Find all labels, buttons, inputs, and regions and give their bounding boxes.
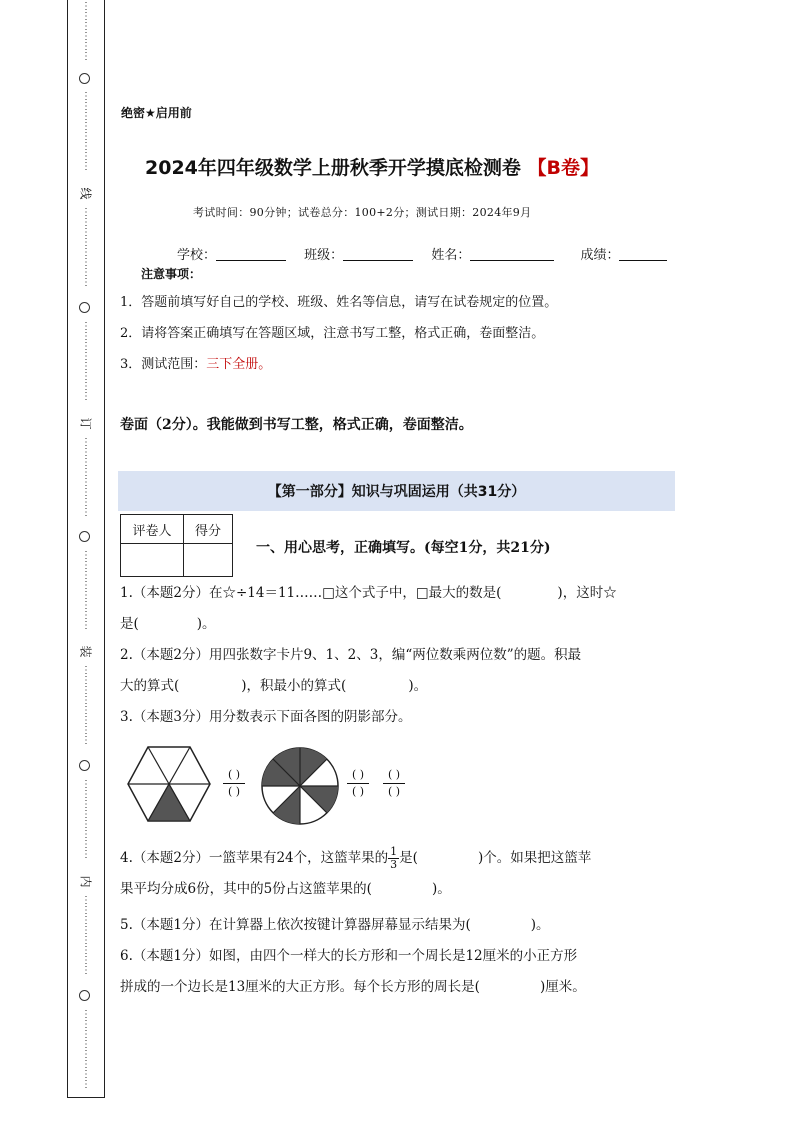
notice-item: 1．答题前填写好自己的学校、班级、姓名等信息，请写在试卷规定的位置。: [120, 295, 558, 310]
question-5: [120, 910, 676, 941]
notice-item3-prefix: 3．测试范围：: [120, 357, 207, 372]
binding-hole: [79, 302, 90, 313]
question-2: [120, 640, 676, 702]
binding-hole: [79, 760, 90, 771]
hexagon-figure: [126, 745, 212, 823]
q1-text: 1.（本题2分）在☆÷14＝11……□这个式子中，□最大的数是(: [120, 585, 502, 601]
grader-header: 评卷人: [121, 515, 184, 544]
part1-title: 【第一部分】知识与巩固运用（共31分）: [267, 484, 526, 500]
score-label: 成绩：: [580, 248, 620, 263]
class-field[interactable]: [343, 248, 413, 261]
q2-text: 大的算式(: [120, 678, 180, 694]
binding-hole: [79, 73, 90, 84]
q1-text: 是(: [120, 616, 139, 632]
class-label: 班级：: [304, 248, 344, 263]
circle-figure: [260, 746, 340, 826]
dotted-line: ⋮ ⋮ ⋮ ⋮ ⋮ ⋮ ⋮ ⋮: [81, 207, 91, 288]
question-6: [120, 941, 676, 1003]
binding-char-zhuang: 装: [78, 645, 93, 658]
school-label: 学校：: [177, 248, 217, 263]
q4-text: )。: [431, 881, 451, 897]
notice-item: 2．请将答案正确填写在答题区域，注意书写工整，格式正确，卷面整洁。: [120, 326, 545, 341]
q2-text: 2.（本题2分）用四张数字卡片9、1、2、3，编“两位数乘两位数”的题。积最: [120, 647, 582, 663]
notice-item3-suffix: 。: [258, 357, 272, 372]
part1-banner: [118, 471, 675, 511]
binding-char-xian: 线: [78, 187, 93, 200]
title-tag: 【B卷】: [527, 157, 599, 179]
binding-margin: [67, 0, 105, 1098]
name-label: 姓名：: [431, 248, 471, 263]
neatness-statement: 卷面（2分）。我能做到书写工整，格式正确，卷面整洁。: [120, 417, 473, 433]
question-4: [120, 843, 676, 905]
q5-text: )。: [530, 917, 550, 933]
score-field[interactable]: [619, 248, 667, 261]
confidential-label: 绝密★启用前: [121, 106, 192, 120]
score-header: 得分: [184, 515, 233, 544]
binding-hole: [79, 531, 90, 542]
one-third-fraction: $\frac{1}{3}$: [390, 845, 398, 871]
dotted-line: ⋮ ⋮ ⋮ ⋮ ⋮ ⋮: [81, 1, 91, 62]
test-range: 三下全册: [206, 357, 259, 372]
q4-text: 果平均分成6份，其中的5份占这篮苹果的(: [120, 881, 372, 897]
score-cell[interactable]: [184, 544, 233, 577]
page-title: [145, 153, 599, 180]
q4-text: )个。如果把这篮苹: [477, 850, 592, 866]
dotted-line: ⋮ ⋮ ⋮ ⋮ ⋮ ⋮ ⋮ ⋮: [81, 665, 91, 746]
dotted-line: ⋮ ⋮ ⋮ ⋮ ⋮ ⋮ ⋮ ⋮: [81, 91, 91, 172]
grader-cell[interactable]: [121, 544, 184, 577]
hexagon-fraction-blank[interactable]: ( ) ( ): [223, 767, 245, 800]
dotted-line: ⋮ ⋮ ⋮ ⋮ ⋮ ⋮ ⋮ ⋮: [81, 550, 91, 631]
binding-char-ding: 订: [78, 417, 93, 430]
notice-item: [120, 353, 271, 372]
q6-text: 6.（本题1分）如图，由四个一样大的长方形和一个周长是12厘米的小正方形: [120, 948, 578, 964]
circle-fraction-blank-2[interactable]: ( ) ( ): [383, 767, 405, 800]
q2-text: )。: [408, 678, 428, 694]
dotted-line: ⋮ ⋮ ⋮ ⋮ ⋮ ⋮ ⋮ ⋮: [81, 437, 91, 518]
exam-meta: 考试时间：90分钟；试卷总分：100+2分；测试日期：2024年9月: [193, 206, 532, 219]
q1-text: )，这时☆: [557, 585, 617, 601]
binding-char-nei: 内: [78, 875, 93, 888]
q4-text: 4.（本题2分）一篮苹果有24个，这篮苹果的: [120, 850, 389, 866]
notice-heading: 注意事项：: [141, 267, 202, 281]
dotted-line: ⋮ ⋮ ⋮ ⋮ ⋮ ⋮ ⋮ ⋮: [81, 895, 91, 976]
school-field[interactable]: [216, 248, 286, 261]
student-info-row: [177, 244, 677, 263]
question-1: [120, 578, 676, 640]
q4-text: 是(: [399, 850, 418, 866]
q5-text: 5.（本题1分）在计算器上依次按键计算器屏幕显示结果为(: [120, 917, 471, 933]
q6-text: 拼成的一个边长是13厘米的大正方形。每个长方形的周长是(: [120, 979, 480, 995]
q1-text: )。: [196, 616, 216, 632]
name-field[interactable]: [470, 248, 554, 261]
binding-hole: [79, 990, 90, 1001]
question-3: 3.（本题3分）用分数表示下面各图的阴影部分。: [120, 709, 412, 725]
title-text: 2024年四年级数学上册秋季开学摸底检测卷: [145, 157, 521, 179]
dotted-line: ⋮ ⋮ ⋮ ⋮ ⋮ ⋮ ⋮ ⋮: [81, 1009, 91, 1090]
circle-fraction-blank-1[interactable]: ( ) ( ): [347, 767, 369, 800]
dotted-line: ⋮ ⋮ ⋮ ⋮ ⋮ ⋮ ⋮ ⋮: [81, 321, 91, 402]
q2-text: )，积最小的算式(: [241, 678, 347, 694]
section-1-title: 一、用心思考，正确填写。(每空1分，共21分): [256, 540, 551, 556]
dotted-line: ⋮ ⋮ ⋮ ⋮ ⋮ ⋮ ⋮ ⋮: [81, 779, 91, 860]
score-table: [120, 514, 233, 577]
q6-text: )厘米。: [539, 979, 586, 995]
